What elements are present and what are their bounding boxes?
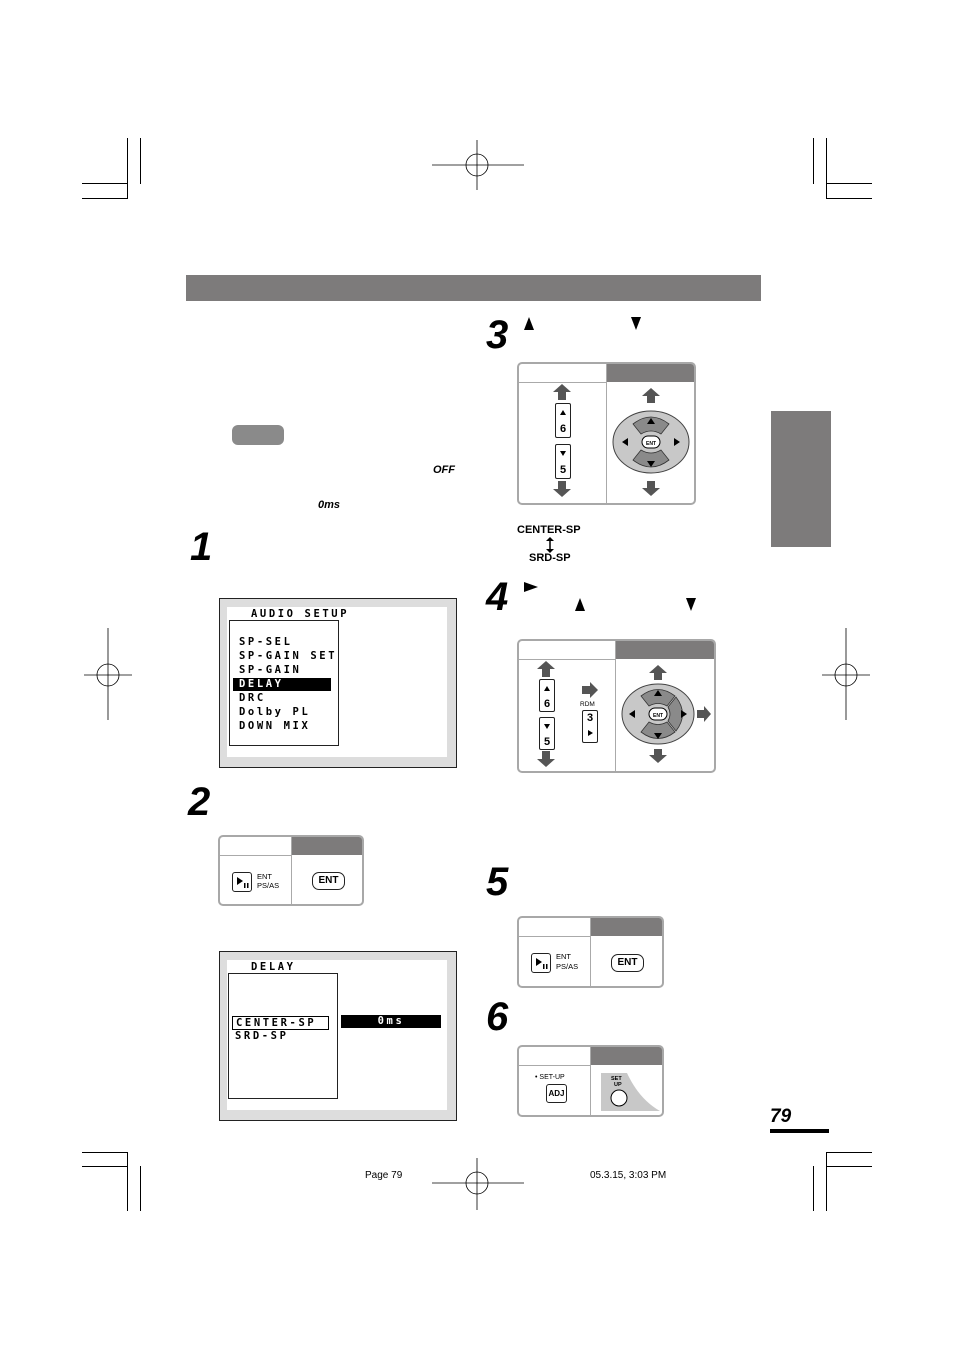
step2-button-box <box>218 835 364 906</box>
menu-item-sp-sel[interactable]: SP-SEL <box>239 636 293 648</box>
setup-label: • SET-UP <box>535 1074 565 1081</box>
default-delay-text: 0ms <box>318 499 341 511</box>
svg-text:ENT: ENT <box>653 713 663 719</box>
menu-item-sp-gain-set[interactable]: SP-GAIN SET <box>239 650 338 662</box>
menu-panel <box>229 620 339 746</box>
chapter-side-tab <box>771 411 831 547</box>
down-arrow-icon <box>649 749 667 763</box>
down-arrow-icon <box>642 481 660 496</box>
step-number-4: 4 <box>486 575 509 619</box>
up-arrow-icon <box>537 661 555 678</box>
key-5-down[interactable]: 5 <box>555 444 571 479</box>
menu-item-center-sp[interactable]: CENTER-SP <box>232 1016 329 1030</box>
up-down-arrow-icons <box>574 598 698 614</box>
down-triangle-icon <box>540 721 554 731</box>
registration-mark-bottom <box>430 1158 526 1210</box>
up-down-toggle-icon <box>545 537 555 553</box>
registration-mark-top <box>430 140 526 190</box>
delay-value: 0ms <box>341 1015 441 1028</box>
step-number-2: 2 <box>188 780 211 824</box>
right-triangle-icon <box>583 728 597 738</box>
step-number-3: 3 <box>486 313 509 357</box>
remote-dpad[interactable] <box>611 384 691 500</box>
menu-item-sp-gain[interactable]: SP-GAIN <box>239 664 302 676</box>
footer-date: 05.3.15, 3:03 PM <box>590 1170 667 1181</box>
step3-button-box <box>517 362 696 505</box>
play-pause-icon <box>532 954 550 972</box>
up-arrow-icon <box>642 388 660 403</box>
ps-as-label: PS/AS <box>257 881 280 890</box>
toggle-center-sp-label: CENTER-SP <box>517 524 581 536</box>
up-triangle-icon <box>540 683 554 693</box>
step-number-6: 6 <box>486 995 509 1039</box>
play-pause-icon <box>233 873 251 891</box>
page-number-underline <box>770 1129 829 1133</box>
up-triangle-icon <box>556 407 570 417</box>
registration-mark-right <box>822 628 870 720</box>
adj-button[interactable]: ADJ <box>546 1084 567 1103</box>
screen-title: DELAY <box>251 961 296 973</box>
step-number-5: 5 <box>486 860 509 904</box>
menu-item-drc[interactable]: DRC <box>239 692 266 704</box>
page-number: 79 <box>770 1106 792 1127</box>
step5-button-box <box>517 916 664 988</box>
toggle-srd-sp-label: SRD-SP <box>529 552 571 564</box>
menu-item-dolby-pl[interactable]: Dolby PL <box>239 706 311 718</box>
svg-text:ENT: ENT <box>646 441 656 447</box>
ent-button[interactable]: ENT <box>312 872 345 890</box>
rdm-label: RDM <box>580 701 595 708</box>
svg-text:UP: UP <box>614 1082 622 1088</box>
step4-button-box <box>517 639 716 773</box>
right-arrow-icon <box>524 582 540 594</box>
play-pause-button[interactable] <box>232 872 252 892</box>
menu-item-srd-sp[interactable]: SRD-SP <box>235 1030 289 1042</box>
menu-item-down-mix[interactable]: DOWN MIX <box>239 720 311 732</box>
registration-mark-left <box>84 628 132 720</box>
audio-setup-screen <box>219 598 457 768</box>
remote-setup-button[interactable] <box>597 1069 660 1113</box>
down-arrow-icon <box>553 481 571 498</box>
key-5-down[interactable]: 5 <box>539 717 555 750</box>
down-arrow-icon <box>537 751 555 768</box>
up-down-arrow-icons <box>524 317 644 333</box>
key-3-right[interactable]: 3 <box>582 710 598 743</box>
remote-dpad[interactable] <box>619 661 712 767</box>
svg-text:SET: SET <box>611 1076 622 1082</box>
ps-as-label: PS/AS <box>556 962 579 971</box>
footer-page: Page 79 <box>365 1170 403 1181</box>
down-triangle-icon <box>556 448 570 458</box>
section-header-band <box>186 275 761 301</box>
right-arrow-icon <box>697 706 711 722</box>
default-off-text: OFF <box>433 464 455 476</box>
step-number-1: 1 <box>190 525 213 569</box>
ent-button[interactable]: ENT <box>611 954 644 972</box>
key-6-up[interactable]: 6 <box>555 403 571 438</box>
up-arrow-icon <box>649 665 667 680</box>
ent-small-label: ENT <box>257 872 272 881</box>
menu-panel <box>228 973 338 1099</box>
menu-item-delay[interactable]: DELAY <box>233 678 331 691</box>
ent-small-label: ENT <box>556 952 571 961</box>
up-arrow-icon <box>553 384 571 401</box>
delay-screen <box>219 951 457 1121</box>
step6-button-box <box>517 1045 664 1117</box>
play-pause-button[interactable] <box>531 953 551 973</box>
screen-title: AUDIO SETUP <box>251 608 350 620</box>
key-6-up[interactable]: 6 <box>539 679 555 712</box>
note-badge <box>232 425 284 445</box>
right-arrow-icon <box>582 682 598 698</box>
